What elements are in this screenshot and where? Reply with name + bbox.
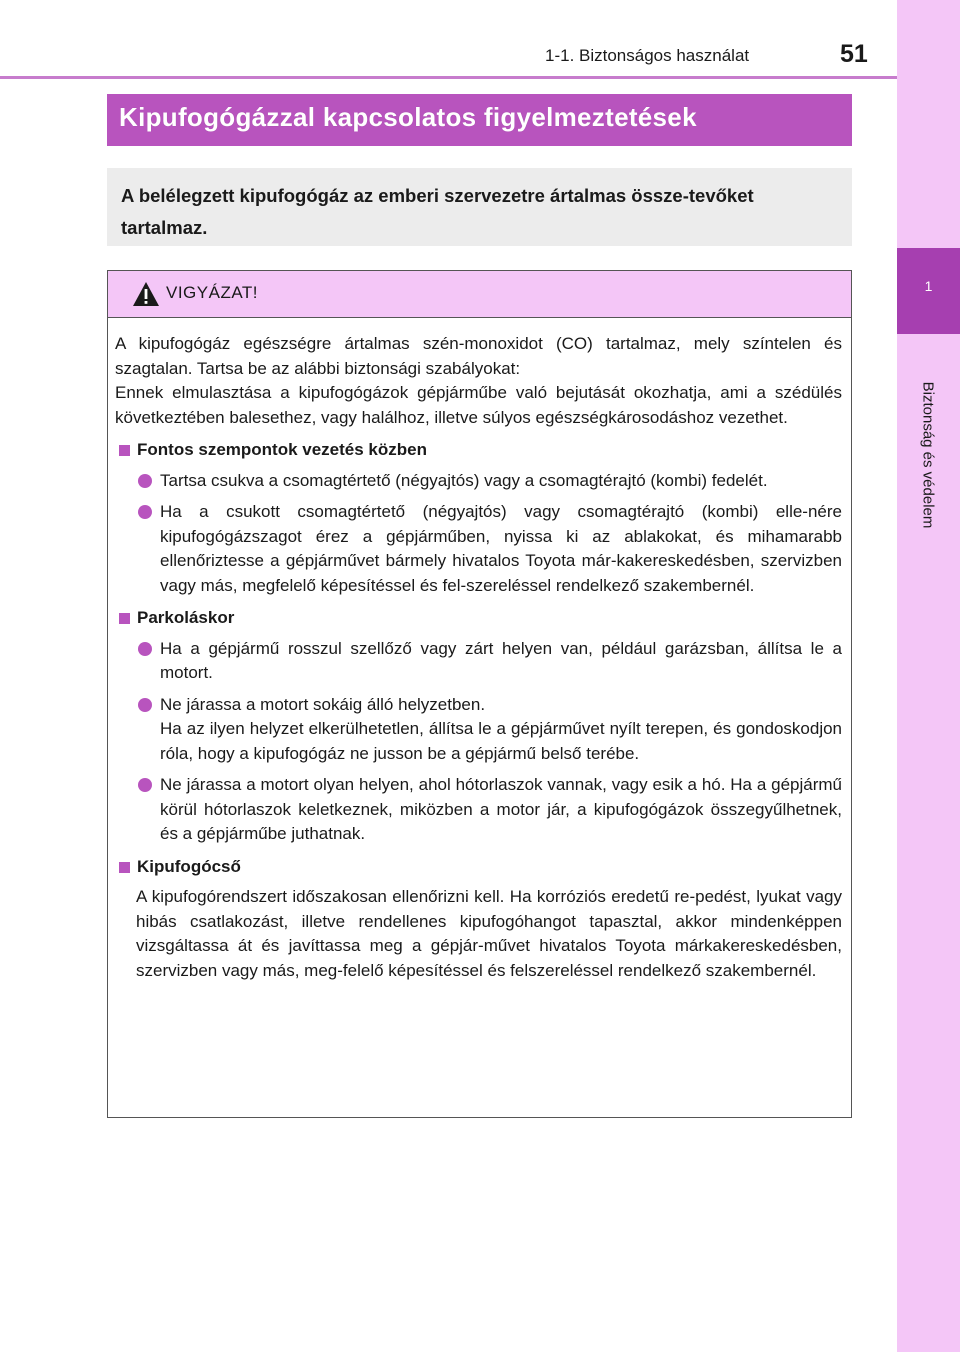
circle-bullet-icon — [138, 642, 152, 656]
circle-bullet-icon — [138, 474, 152, 488]
list-item: Ha a gépjármű rosszul szellőző vagy zárt helyen van, például garázsban, állítsa le a motort. — [115, 637, 842, 686]
warning-paragraph-2: Ennek elmulasztása a kipufogógázok gépjárműbe való bejutását okozhatja, ami a szédülés következtében balesethez, vagy halálhoz, illetve súlyos egészségkárosodáshoz vezethet. — [115, 383, 842, 427]
square-bullet-icon — [119, 445, 130, 456]
list-item: Ne járassa a motort sokáig álló helyzetben. Ha az ilyen helyzet elkerülhetetlen, állítsa le a gépjárművet nyílt terepen, és gondoskodjon róla, hogy a kipufogógáz ne jusson be a gépjármű belső terébe. — [115, 693, 842, 767]
warning-triangle-icon — [132, 281, 160, 307]
title-bar — [107, 94, 852, 146]
section-heading-exhaust-pipe: Kipufogócső — [115, 855, 842, 880]
exhaust-pipe-text: A kipufogórendszert időszakosan ellenőrizni kell. Ha korróziós eredetű re-pedést, lyukat vagy hibás csatlakozást, illetve rendellenes kipufogóhangot tapasztal, akkor mindenképpen vizsgáltassa át és javíttassa meg a gépjár-művet hivatalos Toyota márkakereskedésben, szervizben vagy más, meg-felelő képesítéssel és felszereléssel rendelkező szakembernél. — [136, 887, 842, 980]
warning-paragraph-1: A kipufogógáz egészségre ártalmas szén-monoxidot (CO) tartalmaz, mely színtelen és szagtalan. Tartsa be az alábbi biztonsági szabályokat: — [115, 334, 842, 378]
bullet-continuation: Ha az ilyen helyzet elkerülhetetlen, állítsa le a gépjárművet nyílt terepen, és gondoskodjon róla, hogy a kipufogógáz ne jusson be a gépjármű belső terébe. — [160, 719, 842, 763]
side-tab — [897, 0, 960, 1352]
header-rule — [0, 76, 897, 79]
page-number: 51 — [840, 40, 868, 68]
circle-bullet-icon — [138, 698, 152, 712]
square-bullet-icon — [119, 862, 130, 873]
section-title: 1-1. Biztonságos használat — [545, 46, 750, 65]
circle-bullet-icon — [138, 505, 152, 519]
chapter-number: 1 — [924, 278, 933, 294]
square-bullet-icon — [119, 613, 130, 624]
chapter-number-tab — [897, 248, 960, 334]
section-heading-parking: Parkoláskor — [115, 606, 842, 631]
circle-bullet-icon — [138, 778, 152, 792]
intro-text: A belélegzett kipufogógáz az emberi szervezetre ártalmas össze-tevőket tartalmaz. — [121, 185, 754, 238]
warning-box — [107, 270, 852, 1118]
section-heading-driving: Fontos szempontok vezetés közben — [115, 438, 842, 463]
list-item: Ha a csukott csomagtértető (négyajtós) vagy csomagtérajtó (kombi) elle-nére kipufogógázszagot érez a gépjárműben, nyissa ki az ablakokat, és mihamarabb ellenőriztesse a gépjárművet bármely hivatalos Toyota már-kakereskedésben, szervizben vagy más, megfelelő képesítéssel és fel-szereléssel rendelkező szakembernél. — [115, 500, 842, 598]
intro-box — [107, 168, 852, 246]
list-item: Tartsa csukva a csomagtértető (négyajtós) vagy a csomagtérajtó (kombi) fedelét. — [115, 469, 842, 494]
warning-label: VIGYÁZAT! — [166, 283, 259, 302]
page-title: Kipufogógázzal kapcsolatos figyelmeztetések — [119, 102, 697, 132]
warning-header — [108, 271, 851, 318]
chapter-label: Biztonság és védelem — [919, 381, 937, 529]
list-item: Ne járassa a motort olyan helyen, ahol hótorlaszok vannak, vagy esik a hó. Ha a gépjármű körül hótorlaszok keletkeznek, miközben a motor jár, a kipufogógázok összegyűlhetnek, és a gépjárműbe juthatnak. — [115, 773, 842, 847]
warning-body — [108, 318, 851, 983]
